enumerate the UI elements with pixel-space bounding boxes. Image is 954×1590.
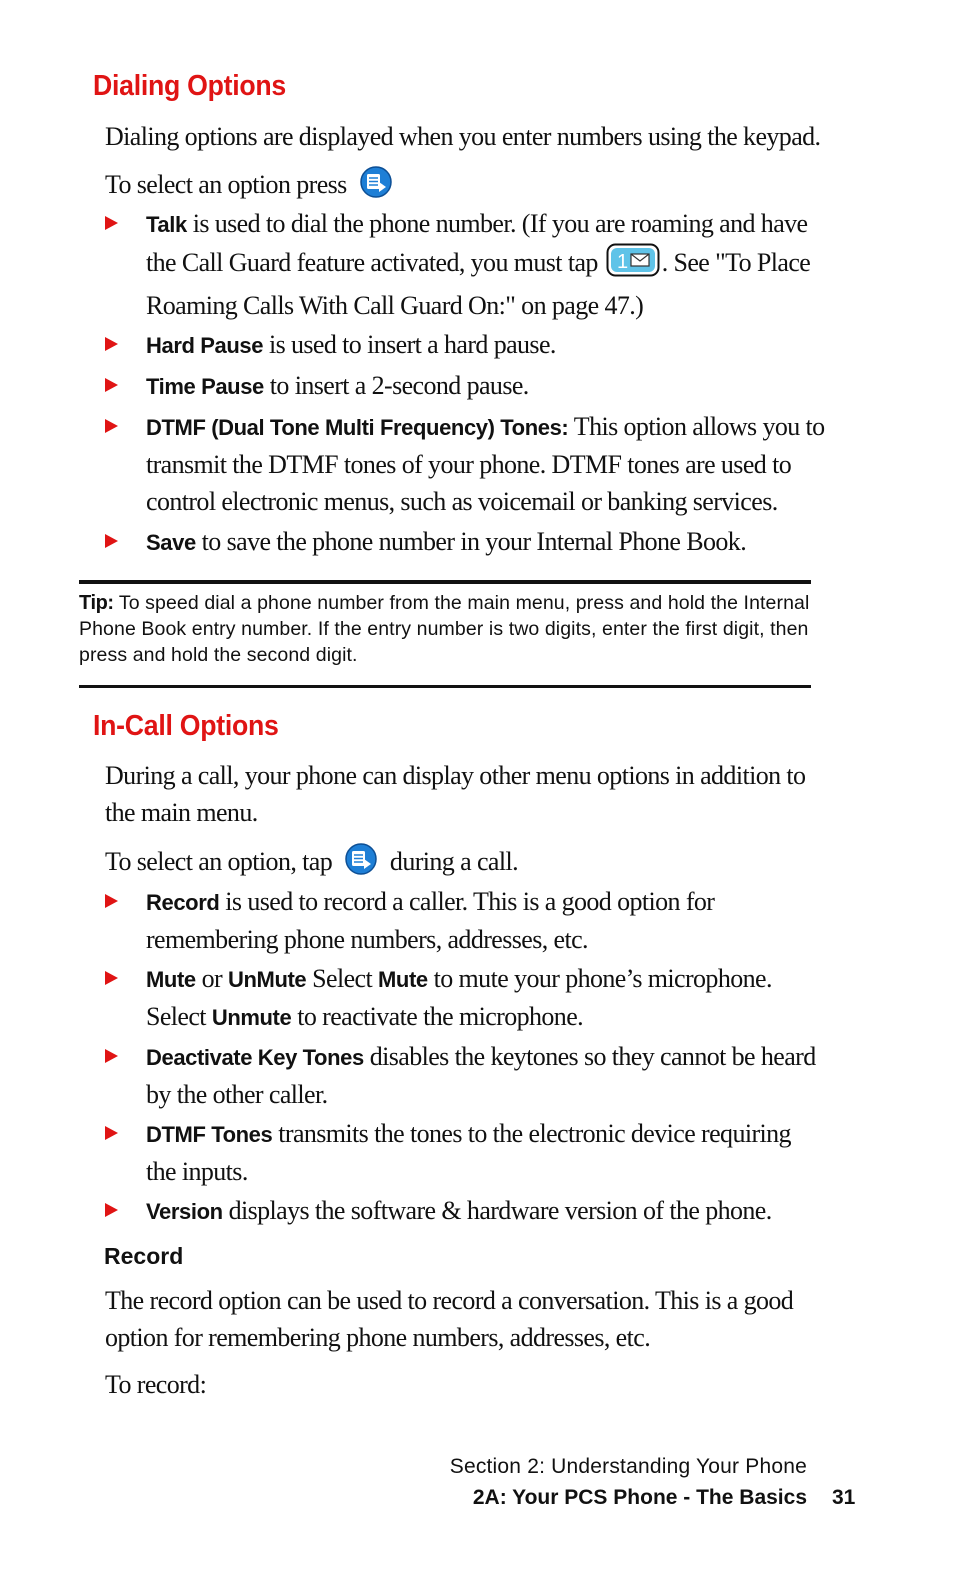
page-number: 31 (832, 1486, 856, 1509)
menu-key-icon (344, 842, 378, 886)
list-item (105, 523, 825, 561)
option-version: Version (146, 1199, 223, 1224)
option-record-desc: is used to record a caller. This is a good option for remembering phone numbers, addresses, etc. (146, 887, 715, 954)
dialing-select-text: To select an option press (105, 169, 347, 199)
dialing-select-line (105, 165, 825, 209)
key-1-icon (606, 243, 660, 287)
key-1-label: 1 (616, 251, 628, 273)
option-deactivate-key-tones-desc: disables the keytones so they cannot be heard by the other caller. (146, 1042, 816, 1109)
footer-chapter: 2A: Your PCS Phone - The Basics (472, 1486, 807, 1509)
bullet-arrow-icon (105, 1049, 118, 1063)
incall-select-text-2: during a call. (389, 846, 518, 876)
bullet-arrow-icon (105, 894, 118, 908)
option-time-pause: Time Pause (146, 374, 264, 399)
bullet-arrow-icon (105, 1203, 118, 1217)
tip-top-rule (79, 580, 811, 584)
option-save-desc: to save the phone number in your Internal Phone Book. (195, 527, 747, 556)
bullet-arrow-icon (105, 419, 118, 433)
list-item (105, 326, 825, 364)
list-item (105, 960, 825, 1036)
tip-text (79, 590, 819, 668)
option-mute: Mute (146, 967, 196, 992)
option-unmute-kw: Unmute (211, 1005, 292, 1030)
record-subheading: Record (104, 1243, 184, 1269)
option-dtmf-tones-incall: DTMF Tones (146, 1122, 273, 1147)
option-dtmf-tones: DTMF (Dual Tone Multi Frequency) Tones: (146, 415, 569, 440)
list-item (105, 1192, 825, 1230)
in-call-options-list (105, 883, 825, 1230)
list-item (105, 408, 825, 520)
dialing-intro: Dialing options are displayed when you enter numbers using the keypad. (105, 122, 821, 151)
list-item (105, 883, 825, 958)
incall-select-line (105, 842, 825, 886)
option-unmute-desc: to reactivate the microphone. (291, 1002, 584, 1031)
option-unmute: UnMute (228, 967, 307, 992)
bullet-arrow-icon (105, 534, 118, 548)
option-save: Save (146, 530, 196, 555)
option-talk: Talk (146, 212, 187, 237)
bullet-arrow-icon (105, 378, 118, 392)
dialing-options-heading: Dialing Options (93, 70, 286, 102)
list-item (105, 1038, 825, 1113)
option-mute-desc: to mute your phone’s microphone. Select (146, 964, 772, 1031)
in-call-options-heading: In-Call Options (93, 710, 279, 742)
bullet-arrow-icon (105, 1126, 118, 1140)
record-text: The record option can be used to record a conversation. This is a good option for remembering phone numbers, addresses, etc. (105, 1286, 794, 1352)
option-version-desc: displays the software & hardware version of the phone. (222, 1196, 772, 1225)
option-hard-pause: Hard Pause (146, 333, 264, 358)
option-deactivate-key-tones: Deactivate Key Tones (146, 1045, 364, 1070)
option-mute-kw: Mute (378, 967, 428, 992)
bullet-arrow-icon (105, 971, 118, 985)
option-record: Record (146, 890, 220, 915)
incall-select-text: To select an option, tap (105, 846, 333, 876)
option-time-pause-desc: to insert a 2-second pause. (263, 371, 529, 400)
dialing-options-list (105, 205, 825, 561)
tip-bottom-rule (79, 685, 811, 688)
list-item (105, 205, 825, 324)
tip-body: To speed dial a phone number from the main menu, press and hold the Internal Phone Book entry number. If the entry number is two digits, enter the first digit, then press and hold the second digit. (79, 592, 810, 666)
option-dtmf-tones-desc: This option allows you to transmit the DTMF tones of your phone. DTMF tones are used to control electronic menus, such as voicemail or banking services. (146, 412, 825, 516)
option-mute-select: Select (306, 964, 378, 993)
bullet-arrow-icon (105, 337, 118, 351)
option-dtmf-tones-incall-desc: transmits the tones to the electronic device requiring the inputs. (146, 1119, 791, 1186)
option-talk-desc: is used to dial the phone number. (If you are roaming and have the Call Guard feature activated, you must tap (146, 209, 808, 277)
list-item (105, 1115, 825, 1190)
menu-key-icon (359, 165, 393, 209)
bullet-arrow-icon (105, 216, 118, 230)
option-talk-desc-2: . See "To Place Roaming Calls With Call Guard On:" on page 47.) (146, 247, 811, 320)
footer-section: Section 2: Understanding Your Phone (449, 1455, 807, 1478)
list-item (105, 367, 825, 405)
to-record-text: To record: (105, 1370, 207, 1399)
option-mute-or: or (195, 964, 228, 993)
incall-intro: During a call, your phone can display other menu options in addition to the main menu. (105, 761, 806, 827)
option-hard-pause-desc: is used to insert a hard pause. (263, 330, 556, 359)
tip-label: Tip: (79, 592, 114, 614)
